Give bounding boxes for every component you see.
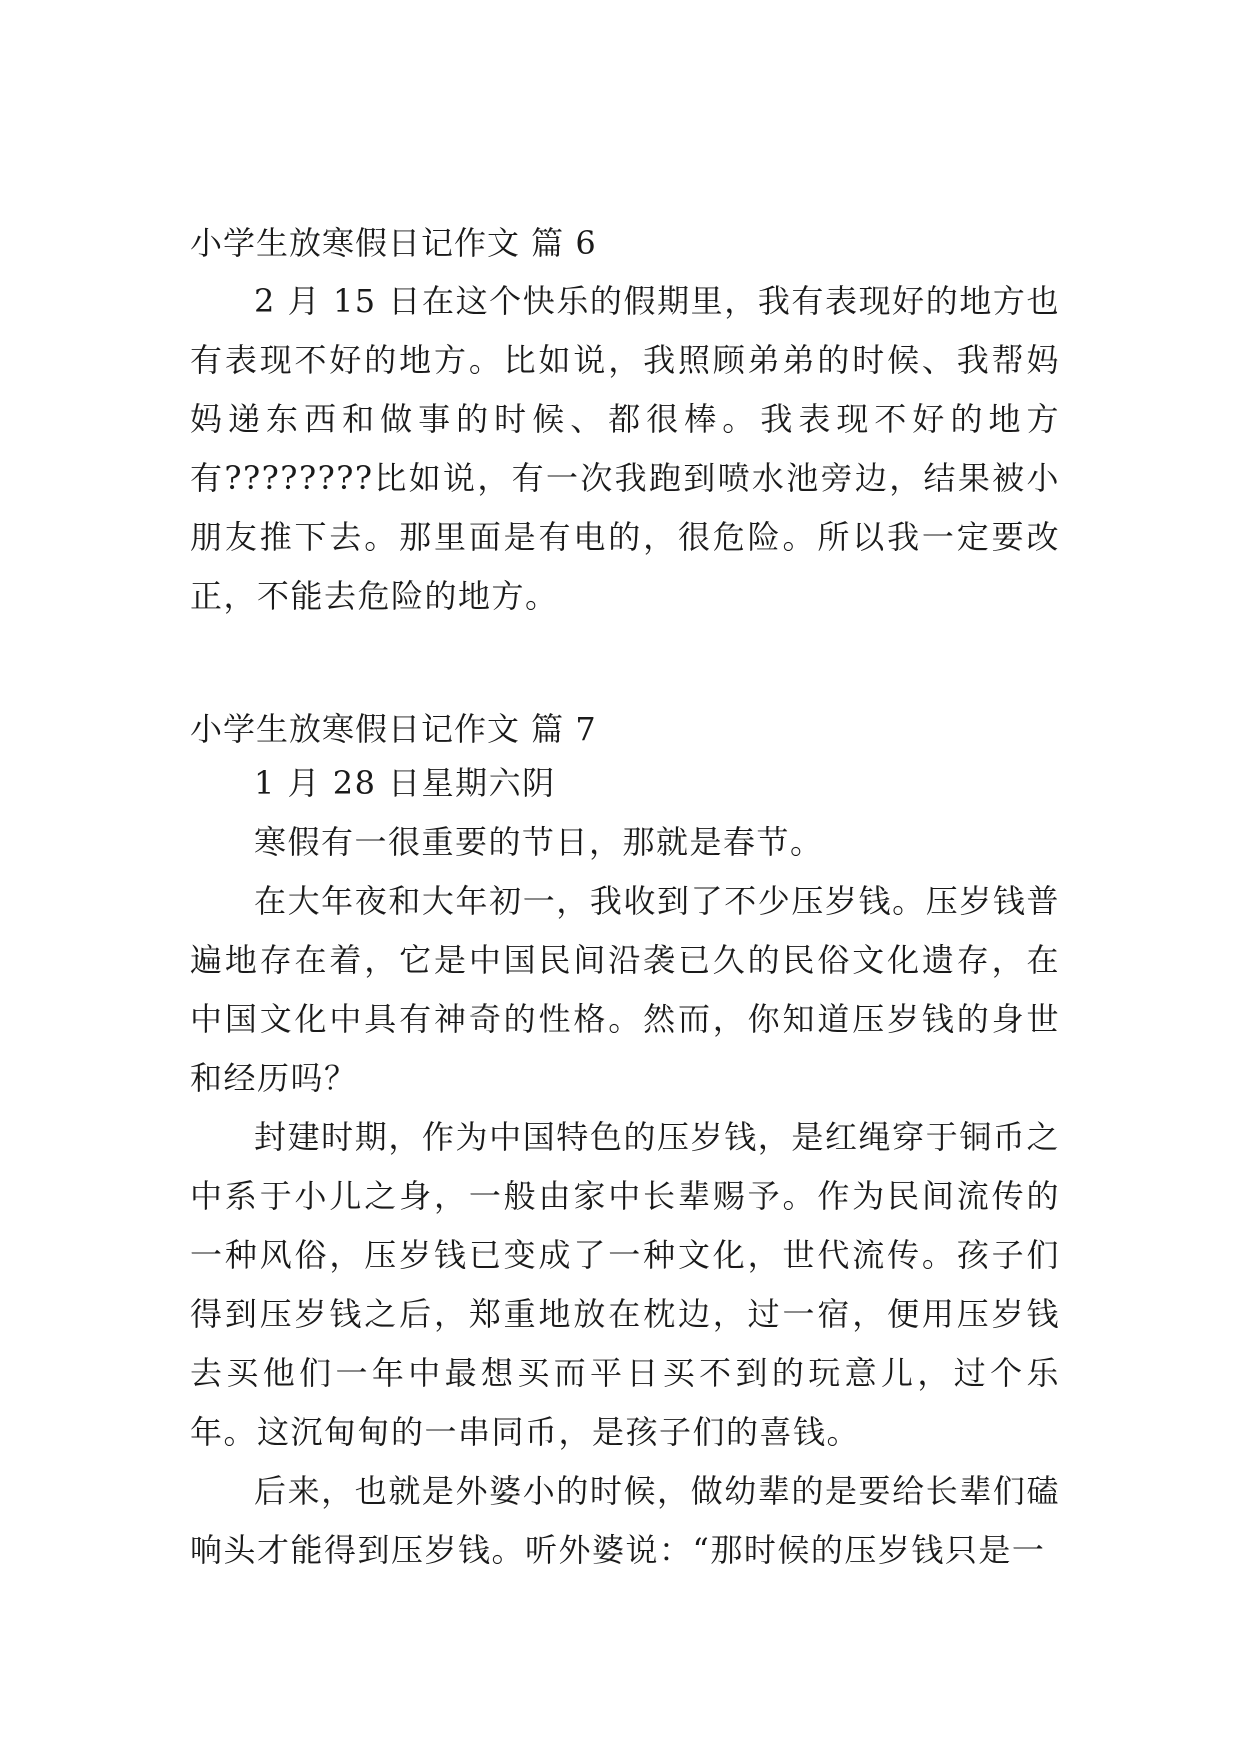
diary-entry-6: [190, 218, 1060, 626]
entry-paragraph: 封建时期，作为中国特色的压岁钱，是红绳穿于铜币之中系于小儿之身，一般由家中长辈赐予。作为民间流传的一种风俗，压岁钱已变成了一种文化，世代流传。孩子们得到压岁钱之后，郑重地放在枕边，过一宿，便用压岁钱去买他们一年中最想买而平日买不到的玩意儿，过个乐年。这沉甸甸的一串同币，是孩子们的喜钱。: [190, 1118, 1060, 1451]
entry-paragraph: 后来，也就是外婆小的时候，做幼辈的是要给长辈们磕响头才能得到压岁钱。听外婆说：“那时候的压岁钱只是一: [190, 1472, 1060, 1569]
entry-date-line: 1 月 28 日星期六阴: [254, 764, 556, 802]
entry-paragraph: 寒假有一很重要的节日，那就是春节。: [254, 823, 824, 861]
entry-heading: 小学生放寒假日记作文 篇 7: [190, 710, 597, 748]
entry-paragraph: 在大年夜和大年初一，我收到了不少压岁钱。压岁钱普遍地存在着，它是中国民间沿袭已久的民俗文化遗存，在中国文化中具有神奇的性格。然而，你知道压岁钱的身世和经历吗？: [190, 882, 1060, 1097]
document-page: [190, 218, 1060, 1580]
diary-entry-7: [190, 704, 1060, 1580]
section-spacer: [190, 626, 1060, 704]
entry-heading: 小学生放寒假日记作文 篇 6: [190, 224, 597, 262]
entry-paragraph: 2 月 15 日在这个快乐的假期里，我有表现好的地方也有表现不好的地方。比如说，我照顾弟弟的时候、我帮妈妈递东西和做事的时候、都很棒。我表现不好的地方有????????比如说，有一次我跑到喷水池旁边，结果被小朋友推下去。那里面是有电的，很危险。所以我一定要改正，不能去危险的地方。: [190, 282, 1060, 615]
